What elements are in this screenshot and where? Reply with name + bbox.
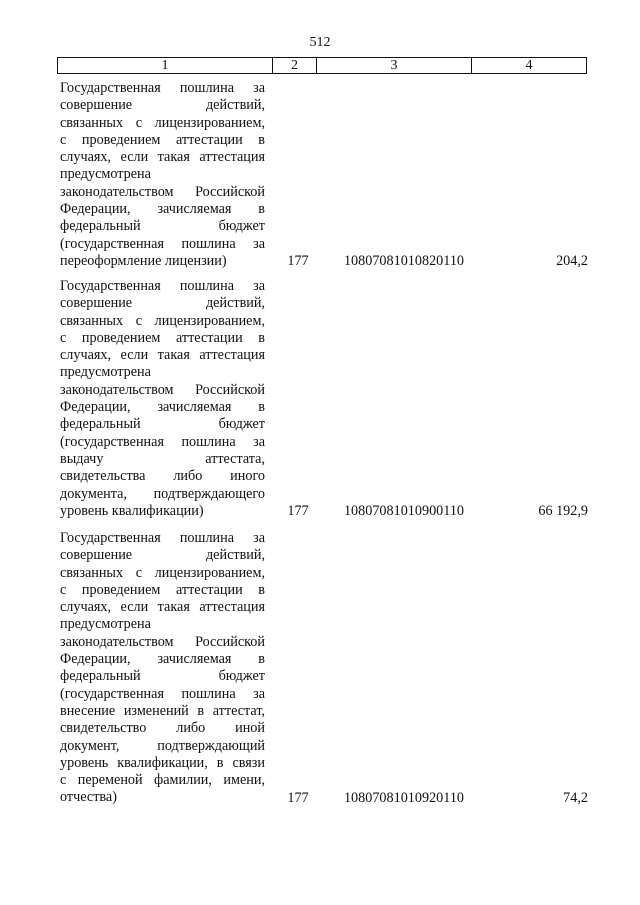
description-line: документа, подтверждающего bbox=[60, 485, 265, 502]
amount: 66 192,9 bbox=[538, 502, 588, 519]
description-line: с проведением аттестации в bbox=[60, 131, 265, 148]
description-line: Федерации, зачисляемая в bbox=[60, 651, 265, 668]
description-line: отчества) bbox=[60, 789, 117, 806]
description-line: законодательством Российской bbox=[60, 633, 265, 650]
description-line: уровень квалификации, в связи bbox=[60, 754, 265, 771]
table-header bbox=[57, 57, 587, 74]
description-line: связанных с лицензированием, bbox=[60, 312, 265, 329]
row-description bbox=[60, 530, 265, 807]
description-line: совершение действий, bbox=[60, 97, 265, 114]
description-line: случаях, если такая аттестация bbox=[60, 149, 265, 166]
row-description bbox=[60, 80, 265, 270]
description-line: предусмотрена bbox=[60, 364, 151, 381]
description-line: случаях, если такая аттестация bbox=[60, 599, 265, 616]
admin-code: 177 bbox=[287, 502, 309, 519]
admin-code: 177 bbox=[287, 789, 309, 806]
description-line: свидетельства либо иного bbox=[60, 468, 265, 485]
description-line: с проведением аттестации в bbox=[60, 581, 265, 598]
description-line: переоформление лицензии) bbox=[60, 252, 227, 269]
description-line: случаях, если такая аттестация bbox=[60, 347, 265, 364]
description-line: с проведением аттестации в bbox=[60, 329, 265, 346]
description-line: законодательством Российской bbox=[60, 381, 265, 398]
amount: 204,2 bbox=[556, 253, 588, 269]
description-line: (государственная пошлина за bbox=[60, 235, 265, 252]
budget-classification-code: 10807081010820110 bbox=[343, 253, 465, 269]
description-line: свидетельство либо иной bbox=[60, 720, 265, 737]
description-line: с переменой фамилии, имени, bbox=[60, 772, 265, 789]
description-line: законодательством Российской bbox=[60, 183, 265, 200]
description-line: предусмотрена bbox=[60, 166, 151, 183]
page-number: 512 bbox=[309, 35, 331, 50]
header-col-3: 3 bbox=[317, 58, 472, 74]
description-line: федеральный бюджет bbox=[60, 668, 265, 685]
description-line: Федерации, зачисляемая в bbox=[60, 399, 265, 416]
header-col-2: 2 bbox=[273, 58, 317, 74]
description-line: (государственная пошлина за bbox=[60, 433, 265, 450]
description-line: совершение действий, bbox=[60, 295, 265, 312]
description-line: Федерации, зачисляемая в bbox=[60, 201, 265, 218]
description-line: Государственная пошлина за bbox=[60, 530, 265, 546]
description-line: (государственная пошлина за bbox=[60, 685, 265, 702]
description-line: совершение действий, bbox=[60, 547, 265, 564]
admin-code: 177 bbox=[287, 253, 309, 269]
amount: 74,2 bbox=[563, 789, 588, 806]
description-line: Государственная пошлина за bbox=[60, 80, 265, 96]
row-description bbox=[60, 278, 265, 520]
description-line: Государственная пошлина за bbox=[60, 278, 265, 294]
header-col-1: 1 bbox=[58, 58, 273, 74]
description-line: связанных с лицензированием, bbox=[60, 564, 265, 581]
description-line: выдачу аттестата, bbox=[60, 450, 265, 467]
description-line: внесение изменений в аттестат, bbox=[60, 702, 265, 719]
description-line: федеральный бюджет bbox=[60, 416, 265, 433]
description-line: предусмотрена bbox=[60, 616, 151, 633]
description-line: документ, подтверждающий bbox=[60, 737, 265, 754]
budget-classification-code: 10807081010920110 bbox=[343, 789, 465, 806]
header-col-4: 4 bbox=[472, 58, 587, 74]
budget-classification-code: 10807081010900110 bbox=[343, 502, 465, 519]
description-line: связанных с лицензированием, bbox=[60, 114, 265, 131]
description-line: уровень квалификации) bbox=[60, 502, 204, 519]
description-line: федеральный бюджет bbox=[60, 218, 265, 235]
